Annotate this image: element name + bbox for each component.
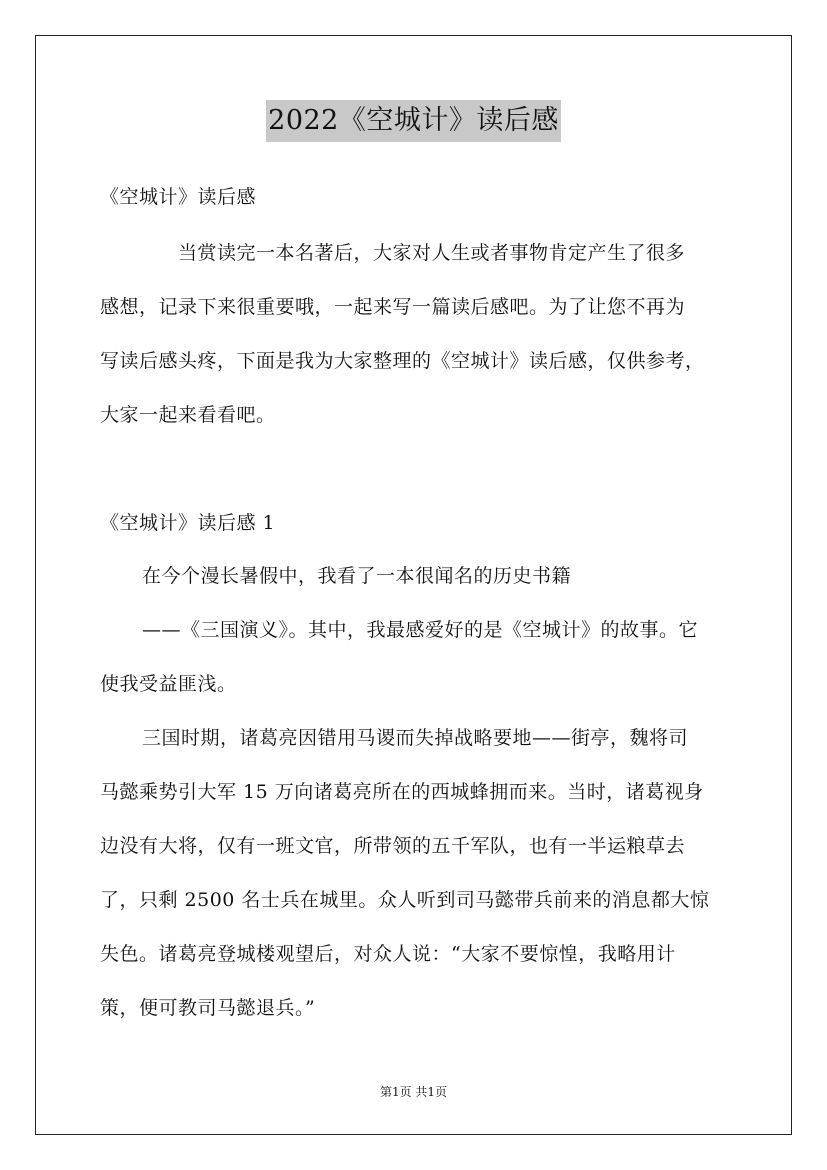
title-container	[0, 100, 827, 142]
paragraph2-line-1: 三国时期，诸葛亮因错用马谡而失掉战略要地——街亭，魏将司	[142, 727, 689, 749]
paragraph2-line-6: 策，便可教司马懿退兵。”	[100, 997, 316, 1019]
paragraph1-line-3: 使我受益匪浅。	[100, 673, 237, 695]
paragraph1-line-1: 在今个漫长暑假中，我看了一本很闻名的历史书籍	[142, 565, 572, 587]
document-title: 2022《空城计》读后感	[266, 100, 561, 142]
intro-line-2: 感想，记录下来很重要哦，一起来写一篇读后感吧。为了让您不再为	[100, 296, 686, 318]
paragraph2-line-4: 了，只剩 2500 名士兵在城里。众人听到司马懿带兵前来的消息都大惊	[100, 889, 710, 911]
page-footer: 第1页 共1页	[379, 1085, 448, 1099]
intro-line-1: 当赏读完一本名著后，大家对人生或者事物肯定产生了很多	[178, 242, 686, 264]
paragraph1-line-2: ——《三国演义》。其中，我最感爱好的是《空城计》的故事。它	[142, 619, 699, 641]
subtitle: 《空城计》读后感	[100, 186, 257, 208]
paragraph2-line-2: 马懿乘势引大军 15 万向诸葛亮所在的西城蜂拥而来。当时，诸葛视身	[100, 781, 704, 803]
paragraph2-line-5: 失色。诸葛亮登城楼观望后，对众人说：“大家不要惊惶，我略用计	[100, 943, 676, 965]
paragraph2-line-3: 边没有大将，仅有一班文官，所带领的五千军队，也有一半运粮草去	[100, 835, 686, 857]
intro-line-4: 大家一起来看看吧。	[100, 404, 276, 426]
section-heading: 《空城计》读后感 1	[100, 512, 276, 534]
intro-line-3: 写读后感头疼，下面是我为大家整理的《空城计》读后感，仅供参考，	[100, 350, 705, 372]
